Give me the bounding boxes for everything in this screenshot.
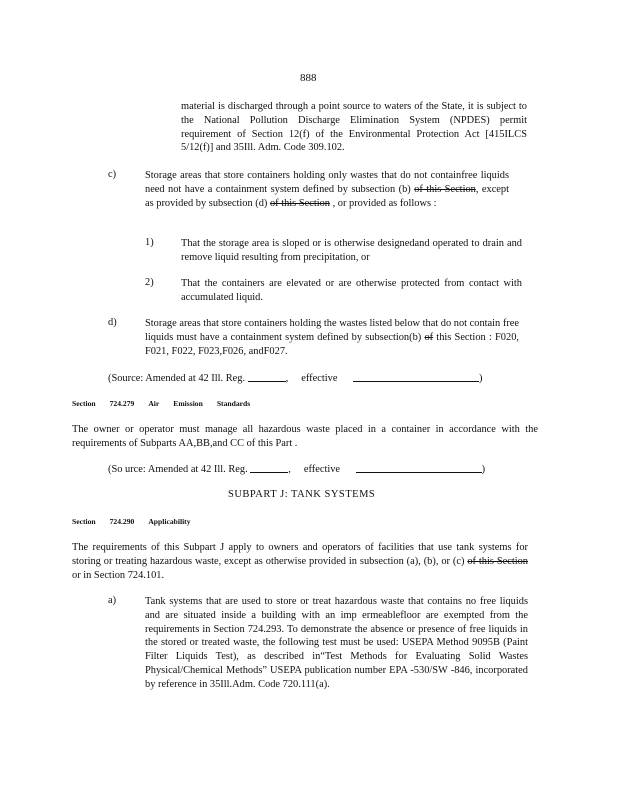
item-c-label: c): [108, 169, 117, 180]
item-a-text: Tank systems that are used to store or treat hazardous waste that contains no free liquids and are situated inside a building with an imp ermeablefloor are exempted from the requirements in Section 724.293. To demonstrate the absence or presence of free liquids in the stored or treated waste, the following test must be used: USEPA Method 9095B (Paint Filter Liquids Test), as described in“Test Methods for Evaluating Solid Wastes Physical/Chemical Methods” USEPA publication number EPA -530/SW -846, incorporated by reference in 35Ill.Adm. Code 720.111(a).: [145, 596, 528, 690]
section-290-heading: [72, 517, 205, 526]
section-290-text: [72, 541, 528, 582]
continuation-paragraph: material is discharged through a point source to waters of the State, it is subject to the National Pollution Discharge Elimination System (NPDES) permit requirement of Section 12(f) of the Environmental Protection Act [415ILCS 5/12(f)] and 35Ill. Adm. Code 309.102.: [181, 101, 527, 154]
subpart-title: SUBPART J: TANK SYSTEMS: [228, 489, 376, 500]
item-d-text-part: this Section : F020, F021, F022, F023,F026, andF027.: [145, 331, 519, 357]
page-number: 888: [300, 72, 317, 84]
item-c-strike-2: of this Section: [269, 197, 330, 209]
source-lead: (So urce: Amended at 42 Ill. Reg.: [108, 464, 248, 475]
item-d-strike: of: [424, 331, 434, 343]
section-title-part: Emission: [173, 399, 203, 408]
item-c-text-part: , except as provided by subsection (d): [145, 183, 509, 209]
item-c1-text: That the storage area is sloped or is otherwise designedand operated to drain and remove liquid resulting from precipitation, or: [181, 238, 522, 263]
item-c2-label: 2): [145, 277, 154, 288]
item-c-strike-1: of this Section: [414, 183, 476, 195]
source-effective: effective: [303, 464, 341, 475]
section-279-text: The owner or operator must manage all hazardous waste placed in a container in accordance with the requirements of Subparts AA,BB,and CC of this Part .: [72, 424, 538, 449]
effective-date-blank: [353, 371, 479, 382]
source-close: ): [481, 464, 486, 475]
item-d-label: d): [108, 317, 117, 328]
source-note-2: [108, 462, 528, 477]
effective-date-blank: [356, 462, 482, 473]
register-blank: [250, 462, 288, 473]
section-290-text-part: The requirements of this Subpart J apply to owners and operators of facilities that use tank systems for storing or treating hazardous waste, except as otherwise provided in subsection (a), (b), or (c): [72, 542, 528, 567]
section-word: Section: [72, 517, 96, 526]
item-c-text-part: , or provided as follows :: [329, 197, 437, 209]
item-d-text-part: Storage areas that store containers holding the wastes listed below that do not contain free liquids must have a containment system defined by subsection(b): [145, 318, 519, 343]
source-comma: ,: [288, 464, 291, 475]
section-290-strike: of this Section: [467, 555, 528, 567]
section-title: Applicability: [148, 517, 191, 526]
item-c2-text: That the containers are elevated or are otherwise protected from contact with accumulated liquid.: [181, 278, 522, 303]
source-close: ): [479, 373, 483, 384]
source-comma: ,: [285, 373, 289, 384]
source-lead: (Source: Amended at 42 Ill. Reg.: [108, 373, 246, 384]
section-title-part: Standards: [216, 399, 251, 408]
section-number: 724.279: [109, 399, 135, 408]
section-title-part: Air: [148, 399, 160, 408]
item-c-text: [145, 169, 509, 210]
register-blank: [248, 371, 286, 382]
section-279-heading: [72, 399, 264, 408]
section-number: 724.290: [109, 517, 135, 526]
item-d-text: [145, 317, 519, 358]
item-c-text-part: Storage areas that store containers holding only wastes that do not containfree liquids need not have a containment system defined by subsection (b): [145, 170, 509, 195]
item-c1-label: 1): [145, 237, 154, 248]
section-word: Section: [72, 399, 96, 408]
item-a-label: a): [108, 595, 117, 606]
section-290-text-part: or in Section 724.101.: [72, 569, 165, 581]
source-effective: effective: [301, 373, 338, 384]
source-note-1: [108, 371, 528, 386]
